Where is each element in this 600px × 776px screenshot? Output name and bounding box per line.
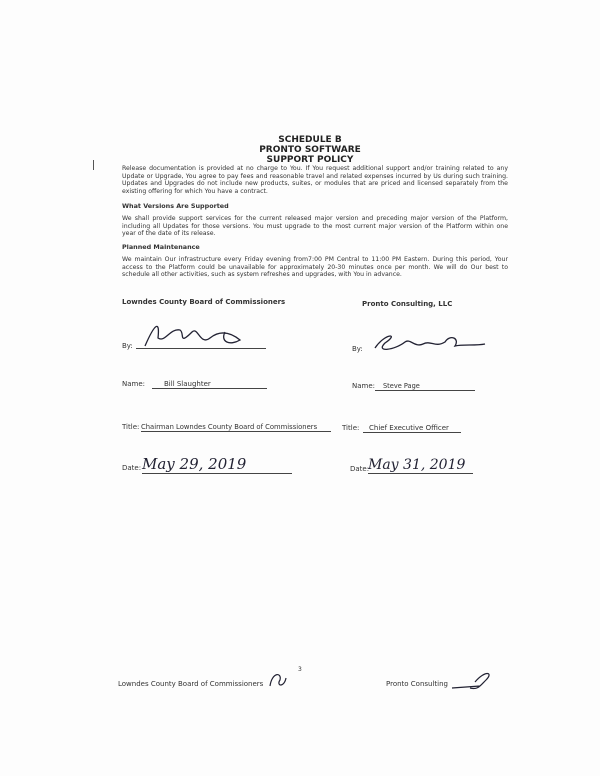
signature-steve-page <box>365 328 490 358</box>
name-label: Name: <box>122 380 146 388</box>
signer-name: Bill Slaughter <box>152 380 267 389</box>
by-label: By: <box>122 342 133 350</box>
by-label: By: <box>352 345 363 353</box>
name-label: Name: <box>352 382 376 390</box>
signed-date: May 31, 2019 <box>368 457 473 474</box>
intro-paragraph: Release documentation is provided at no charge to You. If You request additional support and/or training related to any Update or Upgrade, You agree to pay fees and reasonable travel and related expenses incurred by Us during such training. Updates and Upgrades do not include new products, suites, or modules that are priced and licensed separately from the existing offering for which You have a contract. <box>122 165 508 195</box>
title-label: Title: <box>122 423 140 431</box>
section-heading: Planned Maintenance <box>122 243 200 251</box>
section-paragraph: We maintain Our infrastructure every Friday evening from7:00 PM Central to 11:00 PM Eastern. During this period, Your access to the Platform could be unavailable for approximately 20-30 minutes once per month. We will do Our best to schedule all other activities, such as system refreshes and upgrades, with You in advance. <box>122 256 508 279</box>
date-label: Date: <box>350 465 370 473</box>
section-heading: What Versions Are Supported <box>122 202 229 210</box>
product-title: PRONTO SOFTWARE <box>259 145 361 155</box>
signer-title: Chairman Lowndes County Board of Commissioners <box>141 423 331 432</box>
left-party-name: Lowndes County Board of Commissioners <box>122 298 286 306</box>
schedule-title: SCHEDULE B <box>278 135 342 145</box>
initials-left <box>266 670 288 690</box>
footer-left: Lowndes County Board of Commissioners <box>118 680 264 688</box>
date-label: Date: <box>122 464 142 472</box>
initials-right <box>450 668 495 692</box>
section-paragraph: We shall provide support services for the current released major version and preceding major version of the Platform, including all Updates for those versions. You must upgrade to the most current major version of the Platform within one year of the date of its release. <box>122 215 508 238</box>
signer-name: Steve Page <box>375 382 475 391</box>
signer-title: Chief Executive Officer <box>363 424 461 433</box>
signed-date: May 29, 2019 <box>142 455 292 474</box>
page-number: 3 <box>298 666 302 673</box>
title-label: Title: <box>342 424 360 432</box>
signature-bill-slaughter <box>140 318 265 352</box>
right-party-name: Pronto Consulting, LLC <box>362 300 453 308</box>
policy-title: SUPPORT POLICY <box>266 155 354 165</box>
footer-right: Pronto Consulting <box>386 680 448 688</box>
